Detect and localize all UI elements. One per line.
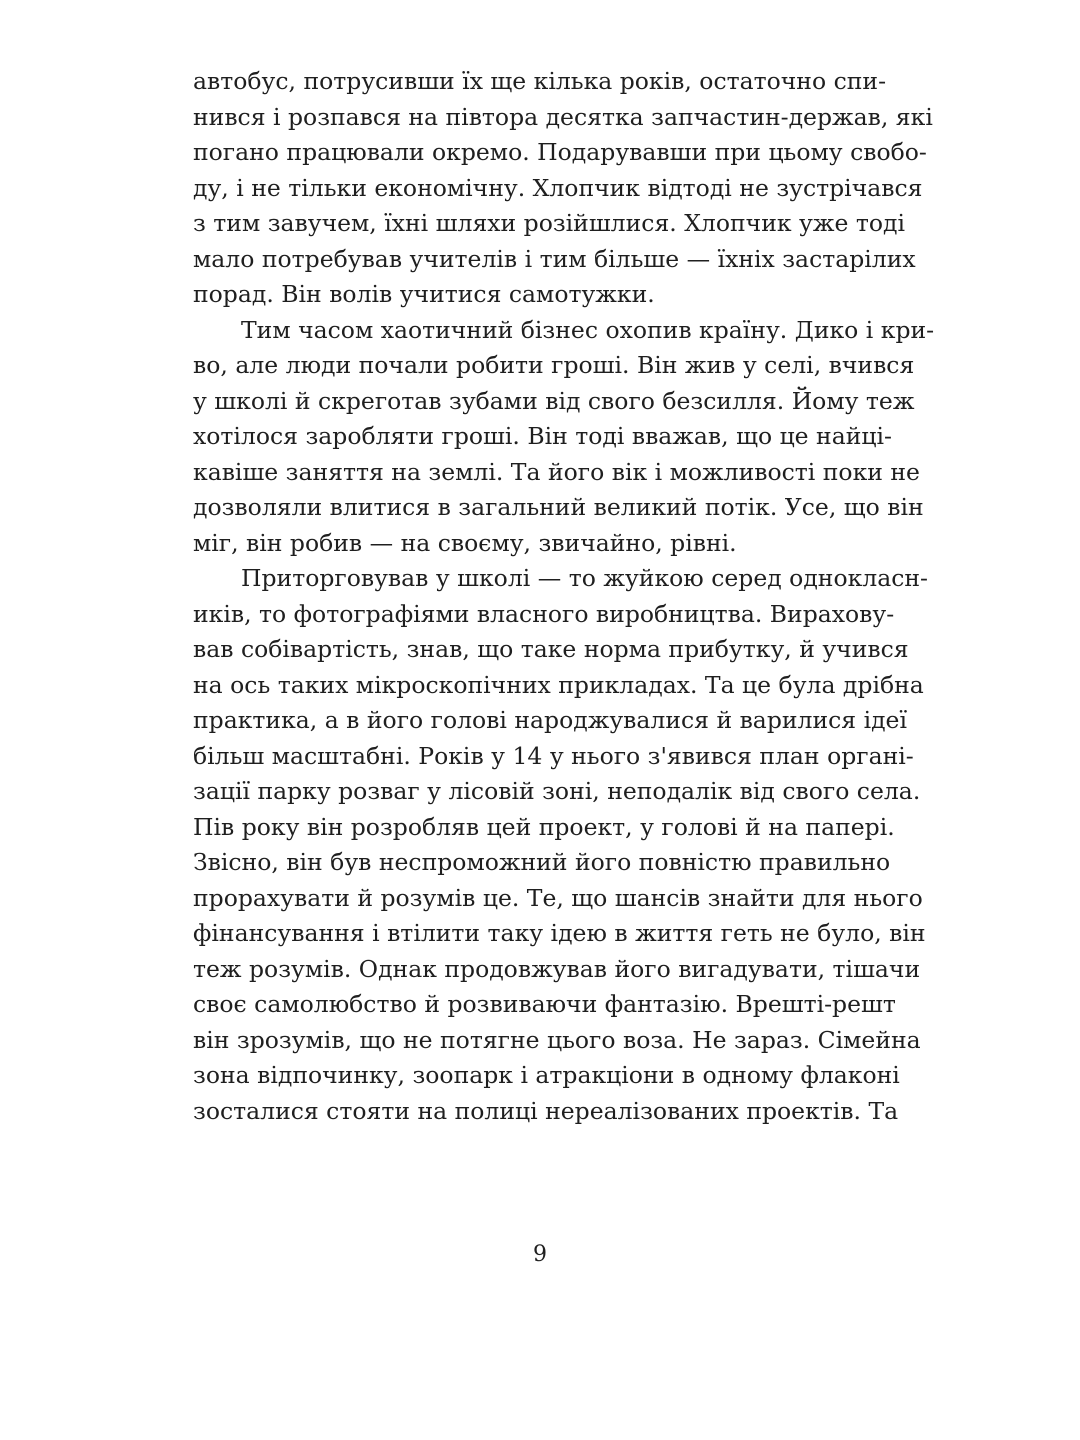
body-text	[193, 64, 935, 1129]
text-line: більш масштабні. Років у 14 у нього з'явився план органі-	[193, 741, 914, 770]
text-line: практика, а в його голові народжувалися й варилися ідеї	[193, 706, 907, 734]
text-line: во, але люди почали робити гроші. Він жив у селі, вчився	[193, 351, 915, 379]
text-line: Тим часом хаотичний бізнес охопив країну. Дико і кри-	[241, 315, 935, 344]
text-line: фінансування і втілити таку ідею в життя геть не було, він	[193, 919, 926, 947]
text-line: порад. Він волів учитися самотужки.	[193, 280, 655, 308]
text-line: у школі й скреготав зубами від свого безсилля. Йому теж	[193, 386, 915, 415]
text-line: зона відпочинку, зоопарк і атракціони в одному флаконі	[193, 1061, 900, 1089]
text-line: він зрозумів, що не потягне цього воза. Не зараз. Сімейна	[193, 1025, 921, 1054]
text-line: на ось таких мікроскопічних прикладах. Та це була дрібна	[193, 670, 924, 699]
text-line: теж розумів. Однак продовжував його вигадувати, тішачи	[193, 954, 921, 983]
text-line: своє самолюбство й розвиваючи фантазію. Врешті-решт	[193, 990, 896, 1018]
text-line: дозволяли влитися в загальний великий потік. Усе, що він	[193, 493, 924, 521]
text-line: зації парку розваг у лісовій зоні, неподалік від свого села.	[193, 777, 921, 805]
text-line: ду, і не тільки економічну. Хлопчик відтоді не зустрічався	[193, 173, 923, 202]
text-line: Пів року він розробляв цей проект, у голові й на папері.	[193, 812, 895, 841]
text-line: иків, то фотографіями власного виробництва. Вирахову-	[193, 599, 895, 628]
text-line: з тим завучем, їхні шляхи розійшлися. Хлопчик уже тоді	[193, 209, 905, 237]
page-number: 9	[533, 1242, 547, 1267]
text-line: нився і розпався на півтора десятка запчастин-держав, які	[193, 102, 933, 131]
text-line: погано працювали окремо. Подарувавши при цьому свобо-	[193, 138, 927, 166]
text-line: Звісно, він був неспроможний його повністю правильно	[193, 848, 891, 876]
text-line: зосталися стояти на полиці нереалізованих проектів. Та	[193, 1096, 899, 1125]
text-line: мало потребував учителів і тим більше — їхніх застарілих	[193, 244, 916, 273]
text-line: кавіше заняття на землі. Та його вік і можливості поки не	[193, 457, 920, 486]
text-line: Приторговував у школі — то жуйкою серед однокласн-	[241, 564, 928, 592]
text-line: вав собівартість, знав, що таке норма прибутку, й учився	[193, 635, 909, 663]
text-line: автобус, потрусивши їх ще кілька років, остаточно спи-	[193, 67, 887, 95]
text-line: хотілося заробляти гроші. Він тоді вважав, що це найці-	[193, 422, 892, 450]
text-line: прорахувати й розумів це. Те, що шансів знайти для нього	[193, 883, 923, 912]
text-line: міг, він робив — на своєму, звичайно, рівні.	[193, 528, 737, 557]
